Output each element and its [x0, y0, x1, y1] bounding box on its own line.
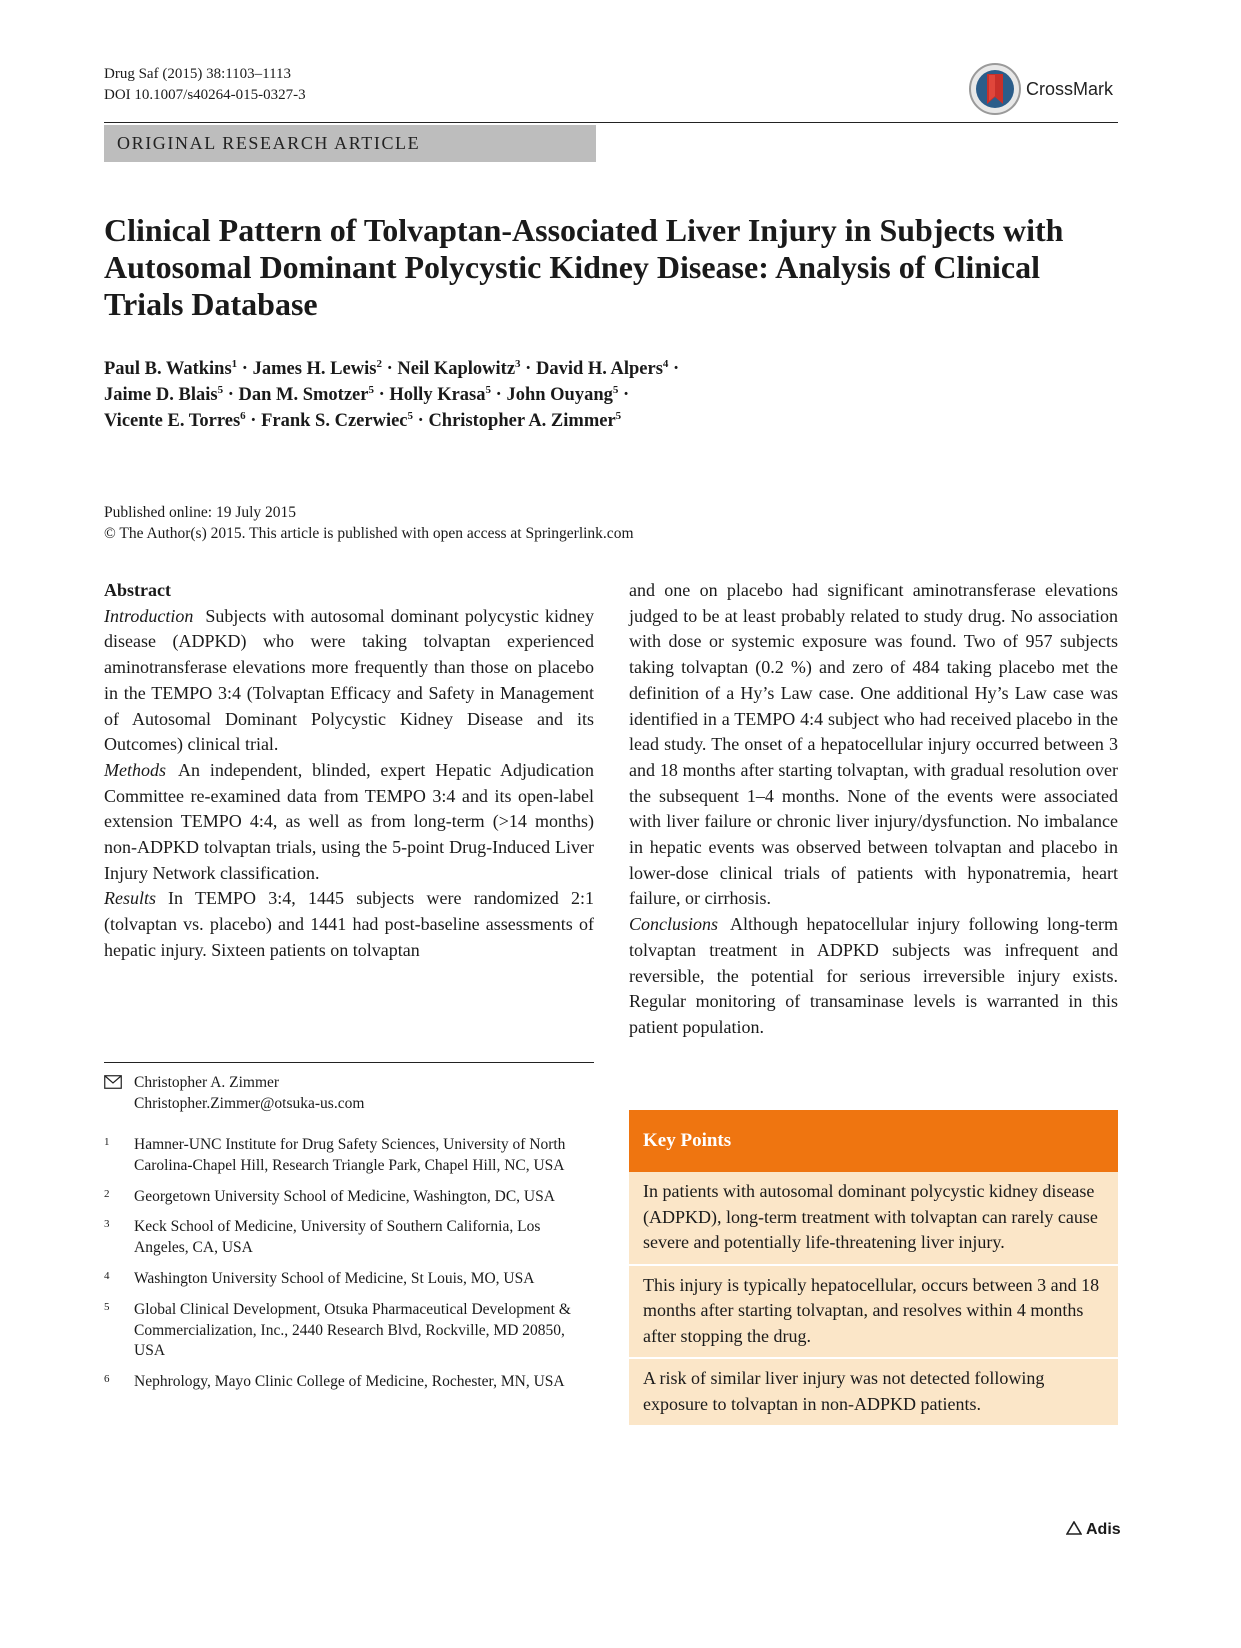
abstract-left-column [104, 578, 594, 964]
footnote-rule [104, 1062, 594, 1063]
author[interactable]: James H. Lewis$^2$ [252, 358, 382, 379]
crossmark-label: CrossMark [1026, 79, 1114, 99]
abstract-results-start: Results In TEMPO 3:4, 1445 subjects were randomized 2:1 (tolvaptan vs. placebo) and 1441 had post-baseline assessments of hepatic injury. Sixteen patients on tolvaptan [104, 888, 594, 960]
copyright-notice: © The Author(s) 2015. This article is published with open access at Springerlink.com [104, 525, 634, 542]
author[interactable]: Frank S. Czerwiec$^5$ [261, 410, 414, 431]
author[interactable]: Neil Kaplowitz$^3$ [397, 358, 521, 379]
key-point-item: In patients with autosomal dominant polycystic kidney disease (ADPKD), long-term treatment with tolvaptan can rarely cause severe and potentially life-threatening liver injury. [643, 1181, 1098, 1252]
corresponding-author-name: Christopher A. Zimmer [134, 1074, 280, 1091]
author-list: Paul B. Watkins$^1$ · James H. Lewis$^2$ · Neil Kaplowitz$^3$ · David H. Alpers$^4$ · Jaime D. Blais$^5$ · Dan M. Smotzer$^5$ · Holly Krasa$^5$ · John Ouyang$^5$ · Vicente E. Torres$^6$ · Frank S. Czerwiec$^5$ · Christopher A. Zimmer$^5$ [104, 358, 680, 431]
author[interactable]: Jaime D. Blais$^5$ [104, 384, 224, 405]
abstract-heading: Abstract [104, 580, 171, 600]
key-points-box [629, 1172, 1118, 1425]
published-date: Published online: 19 July 2015 [104, 504, 297, 521]
publisher-name: Adis [1086, 1521, 1121, 1538]
abstract-conclusions: Conclusions Although hepatocellular injury following long-term tolvaptan treatment in ADPKD subjects was infrequent and reversible, the potential for serious irreversible injury exists. Regular monitoring of transaminase levels is warranted in this patient population. [629, 914, 1118, 1037]
affiliation-number: 4 [104, 1269, 110, 1282]
author[interactable]: Vicente E. Torres$^6$ [104, 410, 246, 431]
affiliation-item: 4 Washington University School of Medicine, St Louis, MO, USA [104, 1269, 594, 1290]
crossmark-badge[interactable] [968, 60, 1118, 118]
adis-triangle-icon [1066, 1521, 1082, 1535]
corresponding-author-email[interactable]: Christopher.Zimmer@otsuka-us.com [134, 1095, 365, 1112]
doi: DOI 10.1007/s40264-015-0327-3 [104, 87, 306, 103]
affiliation-number: 6 [104, 1373, 110, 1386]
affiliation-item: 5 Global Clinical Development, Otsuka Pharmaceutical Development & Commercialization, Inc., 2440 Research Blvd, Rockville, MD 20850, USA [104, 1300, 594, 1362]
affiliation-number: 2 [104, 1187, 110, 1200]
article-type-banner: ORIGINAL RESEARCH ARTICLE [104, 125, 596, 162]
affiliation-item: 1 Hamner-UNC Institute for Drug Safety Sciences, University of North Carolina-Chapel Hill, Research Triangle Park, Chapel Hill, NC, USA [104, 1135, 594, 1177]
crossmark-icon [968, 62, 1022, 116]
author[interactable]: Holly Krasa$^5$ [389, 384, 492, 405]
header-rule [104, 122, 1118, 123]
key-point-item: This injury is typically hepatocellular, occurs between 3 and 18 months after starting tolvaptan, and resolves within 4 months after stopping the drug. [643, 1274, 1100, 1346]
results-label: Results [104, 888, 156, 909]
correspondence [104, 1072, 364, 1114]
affiliation-item: 6 Nephrology, Mayo Clinic College of Medicine, Rochester, MN, USA [104, 1372, 594, 1393]
journal-citation: Drug Saf (2015) 38:1103–1113 [104, 66, 292, 82]
affiliation-number: 3 [104, 1218, 110, 1231]
affiliation-item: 3 Keck School of Medicine, University of Southern California, Los Angeles, CA, USA [104, 1217, 594, 1259]
affiliation-list [104, 1135, 594, 1403]
author[interactable]: Paul B. Watkins$^1$ [104, 358, 238, 379]
abstract-results-continued: and one on placebo had significant aminotransferase elevations judged to be at least probably related to study drug. No association with dose or systemic exposure was found. Two of 957 subjects taking tolvaptan (0.2 %) and zero of 484 taking placebo met the definition of a Hy’s Law case. One additional Hy’s Law case was identified in a TEMPO 4:4 subject who had received placebo in the lead study. The onset of a hepatocellular injury occurred between 3 and 18 months after starting tolvaptan, with gradual resolution over the subsequent 1–4 months. None of the events were associated with liver failure or chronic liver injury/dysfunction. No imbalance in hepatic events was observed between tolvaptan and placebo in lower-dose clinical trials of patients with hyponatremia, heart failure, or cirrhosis. [629, 580, 1118, 909]
key-point-item: A risk of similar liver injury was not detected following exposure to tolvaptan in non-ADPKD patients. [643, 1368, 1045, 1414]
envelope-icon [104, 1075, 122, 1089]
author[interactable]: John Ouyang$^5$ [506, 384, 619, 405]
article-title: Clinical Pattern of Tolvaptan-Associated Liver Injury in Subjects with Autosomal Dominant Polycystic Kidney Disease: Analysis of Clinical Trials Database [104, 212, 1064, 322]
methods-label: Methods [104, 759, 166, 780]
author[interactable]: Dan M. Smotzer$^5$ [238, 384, 374, 405]
key-points-heading: Key Points [629, 1110, 1118, 1172]
abstract-introduction: Introduction Subjects with autosomal dominant polycystic kidney disease (ADPKD) who were taking tolvaptan experienced aminotransferase elevations more frequently than those on placebo in the TEMPO 3:4 (Tolvaptan Efficacy and Safety in Management of Autosomal Dominant Polycystic Kidney Disease and its Outcomes) clinical trial. [104, 605, 594, 755]
journal-citation-block [104, 64, 306, 106]
publication-info [104, 502, 634, 544]
author[interactable]: David H. Alpers$^4$ [535, 358, 669, 379]
conclusions-label: Conclusions [629, 914, 719, 935]
introduction-label: Introduction [104, 605, 194, 626]
affiliation-number: 1 [104, 1136, 110, 1148]
affiliation-item: 2 Georgetown University School of Medicine, Washington, DC, USA [104, 1187, 594, 1208]
abstract-methods: Methods An independent, blinded, expert Hepatic Adjudication Committee re-examined data from TEMPO 3:4 and its open-label extension TEMPO 4:4, as well as from long-term (>14 months) non-ADPKD tolvaptan trials, using the 5-point Drug-Induced Liver Injury Network classification. [104, 759, 594, 883]
abstract-right-column [629, 578, 1118, 1041]
affiliation-number: 5 [104, 1300, 110, 1313]
author[interactable]: Christopher A. Zimmer$^5$ [428, 410, 622, 431]
publisher-logo [1066, 1521, 1121, 1539]
